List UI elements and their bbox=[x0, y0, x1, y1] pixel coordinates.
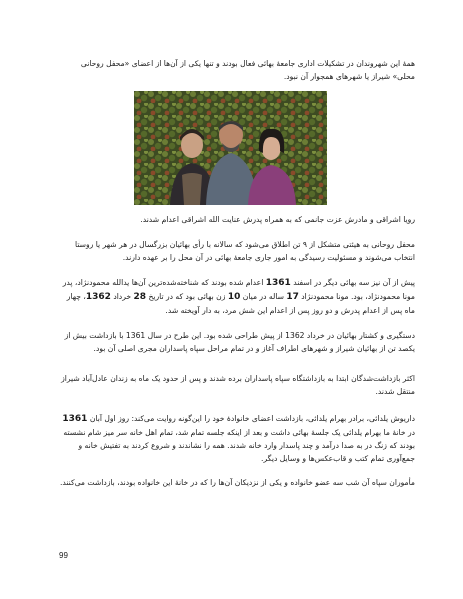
p3-age-17: 17 bbox=[286, 292, 299, 302]
photo-illustration bbox=[134, 91, 327, 205]
paragraph-mahfil-definition: محفل روحانی به هیئتی متشکل از ۹ تن اطلاق می‌شود که سالانه با رأی بهائیان بزرگسال در هر شهر یا روستا انتخاب می‌شوند و مسئولیت رسیدگی به امور جاری جامعهٔ بهائی در آن محل را بر عهده دارند. bbox=[75, 240, 415, 262]
paragraph-guards-arrest: مأموران سپاه آن شب سه عضو خانواده و یکی از نزدیکان آن‌ها را که در خانهٔ این خانواده بودند، بازداشت می‌کنند. bbox=[59, 478, 415, 487]
p3-text-a: پیش از آن نیز سه بهائی دیگر در اسفند bbox=[290, 278, 415, 287]
paragraph-yaldaei-account bbox=[57, 412, 415, 465]
p3-text-g: زن بهائی بود که در تاریخ bbox=[146, 292, 228, 301]
p6-text-a: داریوش یلدائی، برادر بهرام یلدائی، بازداشت اعضای خانوادهٔ خود را این‌گونه روایت می‌کند: روز اول آبان bbox=[87, 414, 415, 423]
p3-text-k: ، چهار ماه پس از اعدام پدرش و دو روز پس از اعدام این شش مرد، به دار آویخته شد. bbox=[66, 292, 415, 315]
paragraph-earlier-executions bbox=[57, 276, 415, 317]
p3-count-10: 10 bbox=[227, 292, 241, 302]
p6-text-c: در خانهٔ ما بهرام یلدائی یک جلسهٔ بهائی داشت و بعد از اینکه جلسه تمام شد، تمام اهل خانه سر میز شام نشسته بودند که زنگ در به صدا درآمد و چند پاسدار وارد خانه شدند. همه را نشاندند و شروع کردند به تفتیش خانه و جمع‌آوری تمام کتب و قاب‌عکس‌ها و وسایل دیگر. bbox=[63, 428, 415, 463]
paragraph-arrests-plan: دستگیری و کشتار بهائیان در خرداد 1362 از پیش طراحی شده بود. این طرح در سال 1361 با بازداشت بیش از یکصد تن از بهائیان شیراز و شهرهای اطراف آغاز و در تمام مراحل سپاه پاسداران مجری اصلی آن بود. bbox=[64, 331, 415, 353]
p6-year-1361: 1361 bbox=[62, 414, 88, 424]
p3-day-28: 28 bbox=[133, 292, 147, 302]
paragraph-detention: اکثر بازداشت‌شدگان ابتدا به بازداشتگاه سپاه پاسداران برده شدند و پس از حدود یک ماه به زندان عادل‌آباد شیراز منتقل شدند. bbox=[61, 374, 415, 396]
page-number: 99 bbox=[59, 551, 68, 560]
p3-text-e: ساله در میان bbox=[240, 292, 287, 301]
family-photo bbox=[134, 91, 327, 205]
p3-text-c: اعدام شده بودند که شناخته‌شده‌ترین آن‌ها یدالله محمودنژاد، پدر مونا محمودنژاد، بود. مونا محمودنژاد bbox=[62, 278, 415, 301]
photo-caption: رویا اشراقی و مادرش عزت جانمی که به همراه پدرش عنایت الله اشراقی اعدام شدند. bbox=[140, 215, 415, 224]
paragraph-intro: همهٔ این شهروندان در تشکیلات اداری جامعهٔ بهائی فعال بودند و تنها یکی از آن‌ها از اعضای «محفل روحانی محلی» شیراز یا شهرهای همجوار آن نبود. bbox=[80, 59, 415, 81]
p3-year-1362: 1362 bbox=[85, 292, 111, 302]
p3-year-1361: 1361 bbox=[265, 278, 291, 288]
p3-text-i: خرداد bbox=[110, 292, 134, 301]
